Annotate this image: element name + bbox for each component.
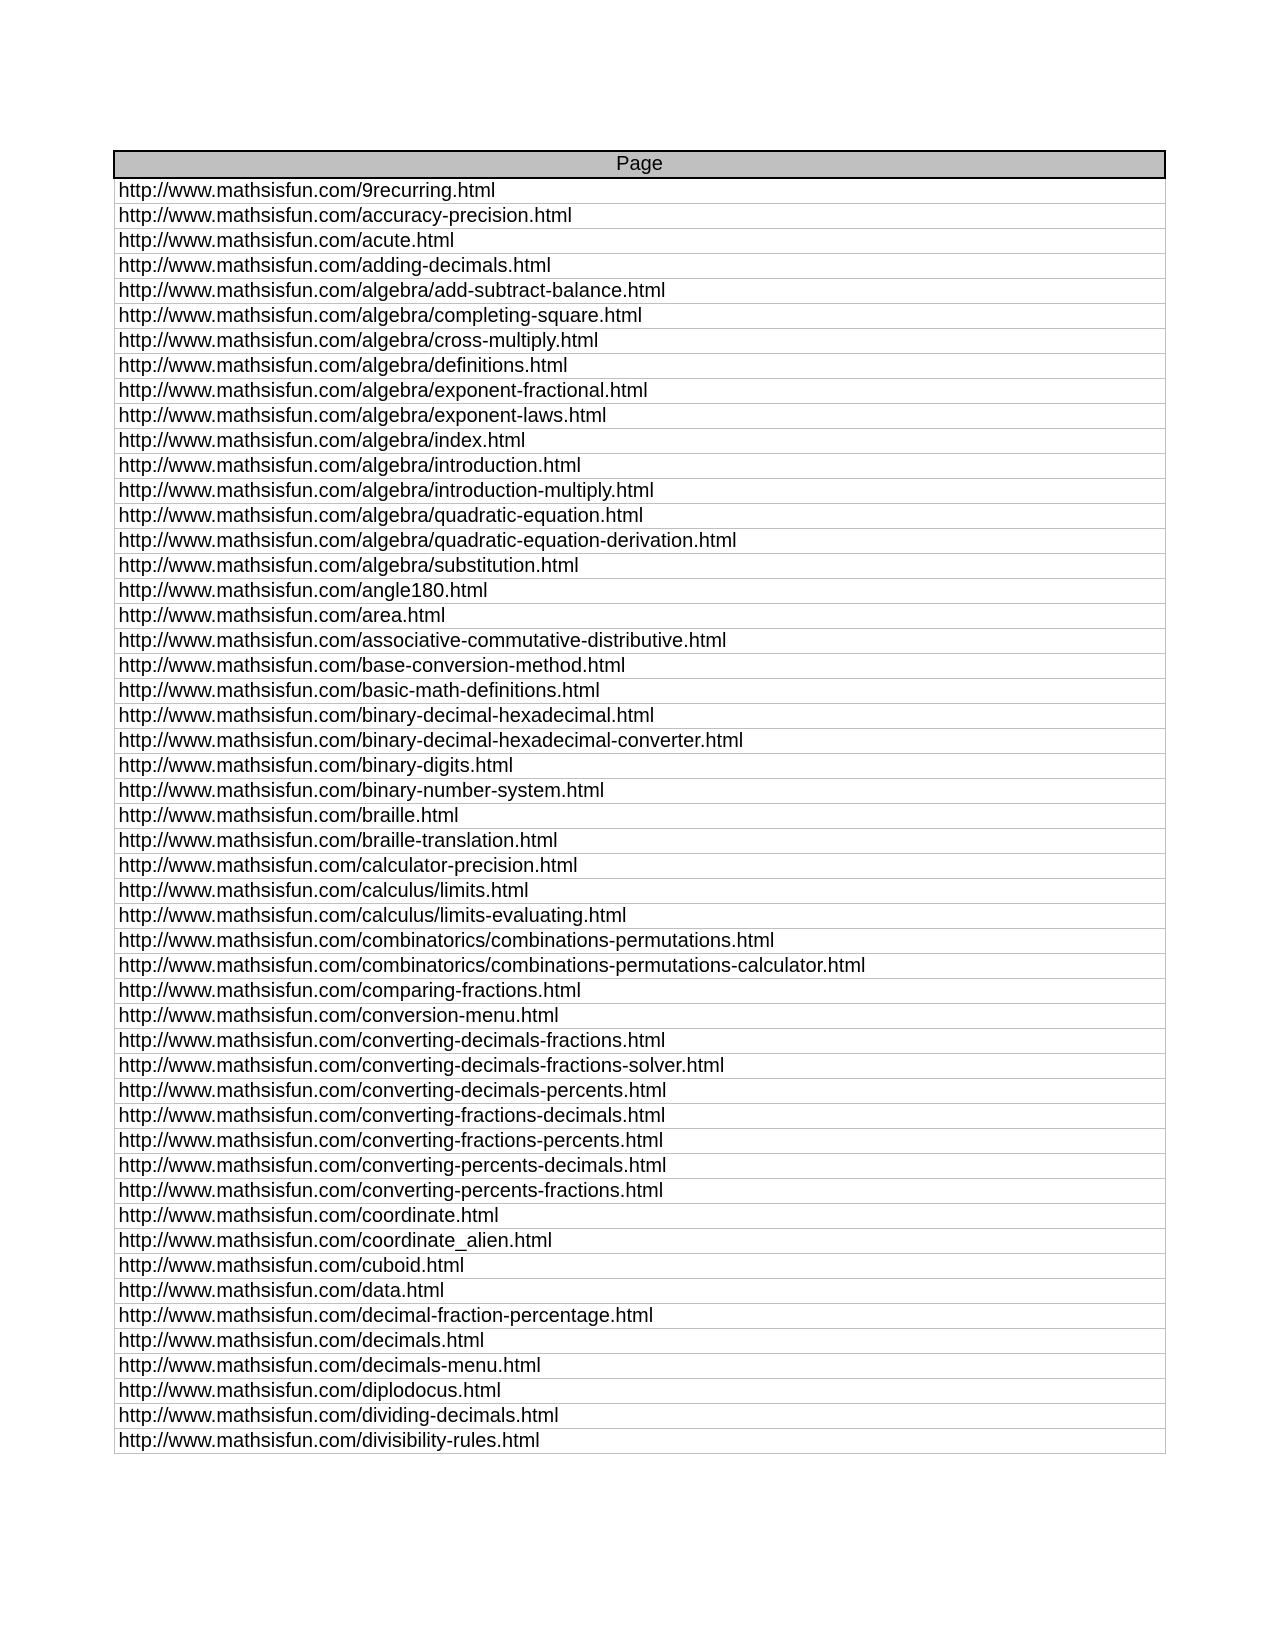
page-url-cell: http://www.mathsisfun.com/algebra/add-subtract-balance.html <box>114 279 1165 304</box>
table-row <box>114 329 1165 354</box>
table-row <box>114 1029 1165 1054</box>
page-url-cell: http://www.mathsisfun.com/combinatorics/combinations-permutations.html <box>114 929 1165 954</box>
page-url-cell: http://www.mathsisfun.com/converting-decimals-fractions.html <box>114 1029 1165 1054</box>
page-url-cell: http://www.mathsisfun.com/adding-decimals.html <box>114 254 1165 279</box>
table-row <box>114 304 1165 329</box>
table-row <box>114 1404 1165 1429</box>
page-url-cell: http://www.mathsisfun.com/accuracy-precision.html <box>114 204 1165 229</box>
page-url-cell: http://www.mathsisfun.com/algebra/introduction.html <box>114 454 1165 479</box>
page-url-cell: http://www.mathsisfun.com/area.html <box>114 604 1165 629</box>
page-url-cell: http://www.mathsisfun.com/acute.html <box>114 229 1165 254</box>
page-url-cell: http://www.mathsisfun.com/algebra/definitions.html <box>114 354 1165 379</box>
page-url-cell: http://www.mathsisfun.com/converting-decimals-percents.html <box>114 1079 1165 1104</box>
page-url-cell: http://www.mathsisfun.com/base-conversion-method.html <box>114 654 1165 679</box>
page-url-cell: http://www.mathsisfun.com/algebra/cross-multiply.html <box>114 329 1165 354</box>
page-url-cell: http://www.mathsisfun.com/coordinate.html <box>114 1204 1165 1229</box>
table-row <box>114 729 1165 754</box>
page-url-cell: http://www.mathsisfun.com/diplodocus.html <box>114 1379 1165 1404</box>
table-row <box>114 929 1165 954</box>
table-row <box>114 204 1165 229</box>
table-row <box>114 779 1165 804</box>
table-row <box>114 1004 1165 1029</box>
page-url-cell: http://www.mathsisfun.com/algebra/exponent-fractional.html <box>114 379 1165 404</box>
table-row <box>114 604 1165 629</box>
table-row <box>114 379 1165 404</box>
table-row <box>114 1254 1165 1279</box>
table-row <box>114 1054 1165 1079</box>
page-url-cell: http://www.mathsisfun.com/calculus/limits.html <box>114 879 1165 904</box>
table-row <box>114 504 1165 529</box>
page-url-cell: http://www.mathsisfun.com/algebra/completing-square.html <box>114 304 1165 329</box>
page-url-cell: http://www.mathsisfun.com/algebra/introduction-multiply.html <box>114 479 1165 504</box>
table-body <box>114 178 1165 1454</box>
page-url-cell: http://www.mathsisfun.com/converting-percents-fractions.html <box>114 1179 1165 1204</box>
table-row <box>114 854 1165 879</box>
page-url-cell: http://www.mathsisfun.com/conversion-menu.html <box>114 1004 1165 1029</box>
pages-table <box>113 150 1166 1454</box>
table-row <box>114 1279 1165 1304</box>
table-row <box>114 979 1165 1004</box>
page-url-cell: http://www.mathsisfun.com/comparing-fractions.html <box>114 979 1165 1004</box>
page-url-cell: http://www.mathsisfun.com/converting-fractions-decimals.html <box>114 1104 1165 1129</box>
page-url-cell: http://www.mathsisfun.com/angle180.html <box>114 579 1165 604</box>
table-row <box>114 254 1165 279</box>
page-url-cell: http://www.mathsisfun.com/calculus/limits-evaluating.html <box>114 904 1165 929</box>
table-row <box>114 1129 1165 1154</box>
page-url-cell: http://www.mathsisfun.com/algebra/exponent-laws.html <box>114 404 1165 429</box>
table-row <box>114 1429 1165 1454</box>
table-row <box>114 178 1165 204</box>
table-row <box>114 229 1165 254</box>
page-url-cell: http://www.mathsisfun.com/associative-commutative-distributive.html <box>114 629 1165 654</box>
table-row <box>114 1204 1165 1229</box>
table-row <box>114 1329 1165 1354</box>
page-url-cell: http://www.mathsisfun.com/decimals.html <box>114 1329 1165 1354</box>
page-url-cell: http://www.mathsisfun.com/9recurring.html <box>114 178 1165 204</box>
page-url-cell: http://www.mathsisfun.com/data.html <box>114 1279 1165 1304</box>
page-url-cell: http://www.mathsisfun.com/cuboid.html <box>114 1254 1165 1279</box>
table-row <box>114 679 1165 704</box>
table-row <box>114 554 1165 579</box>
page-url-cell: http://www.mathsisfun.com/dividing-decimals.html <box>114 1404 1165 1429</box>
table-row <box>114 354 1165 379</box>
table-row <box>114 654 1165 679</box>
table-row <box>114 429 1165 454</box>
page-url-cell: http://www.mathsisfun.com/combinatorics/combinations-permutations-calculator.html <box>114 954 1165 979</box>
table-row <box>114 1104 1165 1129</box>
table-row <box>114 404 1165 429</box>
table-row <box>114 479 1165 504</box>
table-row <box>114 1179 1165 1204</box>
page-url-cell: http://www.mathsisfun.com/binary-decimal-hexadecimal-converter.html <box>114 729 1165 754</box>
page-url-cell: http://www.mathsisfun.com/binary-decimal-hexadecimal.html <box>114 704 1165 729</box>
page-url-cell: http://www.mathsisfun.com/braille-translation.html <box>114 829 1165 854</box>
table-row <box>114 529 1165 554</box>
table-row <box>114 579 1165 604</box>
page-url-cell: http://www.mathsisfun.com/braille.html <box>114 804 1165 829</box>
table-row <box>114 954 1165 979</box>
page-url-cell: http://www.mathsisfun.com/coordinate_alien.html <box>114 1229 1165 1254</box>
table-row <box>114 904 1165 929</box>
page-url-cell: http://www.mathsisfun.com/algebra/quadratic-equation-derivation.html <box>114 529 1165 554</box>
page-url-cell: http://www.mathsisfun.com/decimal-fraction-percentage.html <box>114 1304 1165 1329</box>
table-row <box>114 804 1165 829</box>
page-url-cell: http://www.mathsisfun.com/divisibility-rules.html <box>114 1429 1165 1454</box>
table-row <box>114 1379 1165 1404</box>
page-url-cell: http://www.mathsisfun.com/binary-digits.html <box>114 754 1165 779</box>
table-row <box>114 629 1165 654</box>
page-url-cell: http://www.mathsisfun.com/algebra/index.html <box>114 429 1165 454</box>
page-url-cell: http://www.mathsisfun.com/converting-fractions-percents.html <box>114 1129 1165 1154</box>
page-url-cell: http://www.mathsisfun.com/algebra/substitution.html <box>114 554 1165 579</box>
page-url-cell: http://www.mathsisfun.com/decimals-menu.html <box>114 1354 1165 1379</box>
table-row <box>114 279 1165 304</box>
table-row <box>114 454 1165 479</box>
table-row <box>114 1229 1165 1254</box>
table-row <box>114 754 1165 779</box>
table-row <box>114 1304 1165 1329</box>
page-url-cell: http://www.mathsisfun.com/converting-decimals-fractions-solver.html <box>114 1054 1165 1079</box>
page-url-cell: http://www.mathsisfun.com/converting-percents-decimals.html <box>114 1154 1165 1179</box>
column-header-page: Page <box>114 151 1165 178</box>
page-url-cell: http://www.mathsisfun.com/calculator-precision.html <box>114 854 1165 879</box>
table-row <box>114 1354 1165 1379</box>
table-row <box>114 879 1165 904</box>
page-url-cell: http://www.mathsisfun.com/binary-number-system.html <box>114 779 1165 804</box>
pages-sheet <box>113 150 1166 1454</box>
table-row <box>114 704 1165 729</box>
table-row <box>114 1079 1165 1104</box>
table-row <box>114 1154 1165 1179</box>
table-row <box>114 829 1165 854</box>
page-url-cell: http://www.mathsisfun.com/algebra/quadratic-equation.html <box>114 504 1165 529</box>
page-url-cell: http://www.mathsisfun.com/basic-math-definitions.html <box>114 679 1165 704</box>
table-header-row <box>114 151 1165 178</box>
